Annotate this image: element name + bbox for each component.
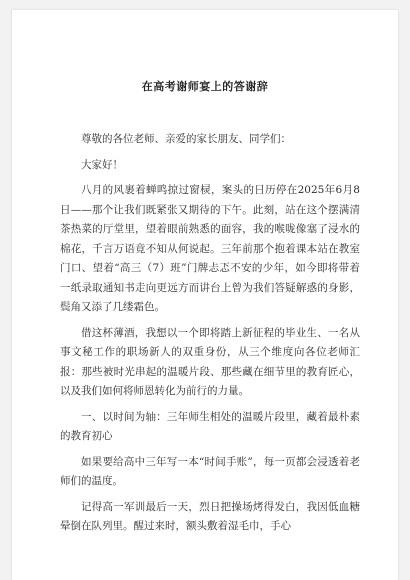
section-heading: 一、以时间为轴：三年师生相处的温暖片段里，藏着最朴素的教育初心 — [60, 410, 360, 442]
paragraph: 八月的风裹着蝉鸣掠过窗棂，案头的日历停在2025年6月8日——那个让我们既紧张又期待的下午。此刻，站在这个摆满清茶热菜的厅堂里，望着眼前熟悉的面容，我的喉咙像塞了浸水的棉花，千言万语竟不知从何说起。三年前那个抱着课本站在教室门口、望着“高三（7）班”门牌忐忑不安的少年，如今即将带着一纸录取通知书走向更远方而讲台上曾为我们答疑解惑的身影，鬓角又添了几缕霜色。 — [60, 184, 360, 313]
document-body — [60, 130, 360, 543]
paragraph-salutation: 尊敬的各位老师、亲爱的家长朋友、同学们： — [81, 133, 291, 145]
paragraph: 如果要给高中三年写一本“时间手账”，每一页都会浸透着老师们的温度。 — [60, 455, 360, 487]
paragraph-greeting: 大家好！ — [81, 158, 123, 171]
document-title: 在高考谢师宴上的答谢辞 — [141, 80, 269, 93]
paragraph: 借这杯薄酒，我想以一个即将踏上新征程的毕业生、一名从事文秘工作的职场新人的双重身份，从三个维度向各位老师汇报：那些被时光串起的温暖片段、那些藏在细节里的教育匠心，以及我们如何将师恩转化为前行的力量。 — [60, 326, 360, 397]
document-page — [12, 10, 398, 580]
paragraph: 记得高一军训最后一天，烈日把操场烤得发白，我因低血糖晕倒在队列里。醒过来时，额头敷着湿毛巾，手心 — [60, 500, 360, 532]
